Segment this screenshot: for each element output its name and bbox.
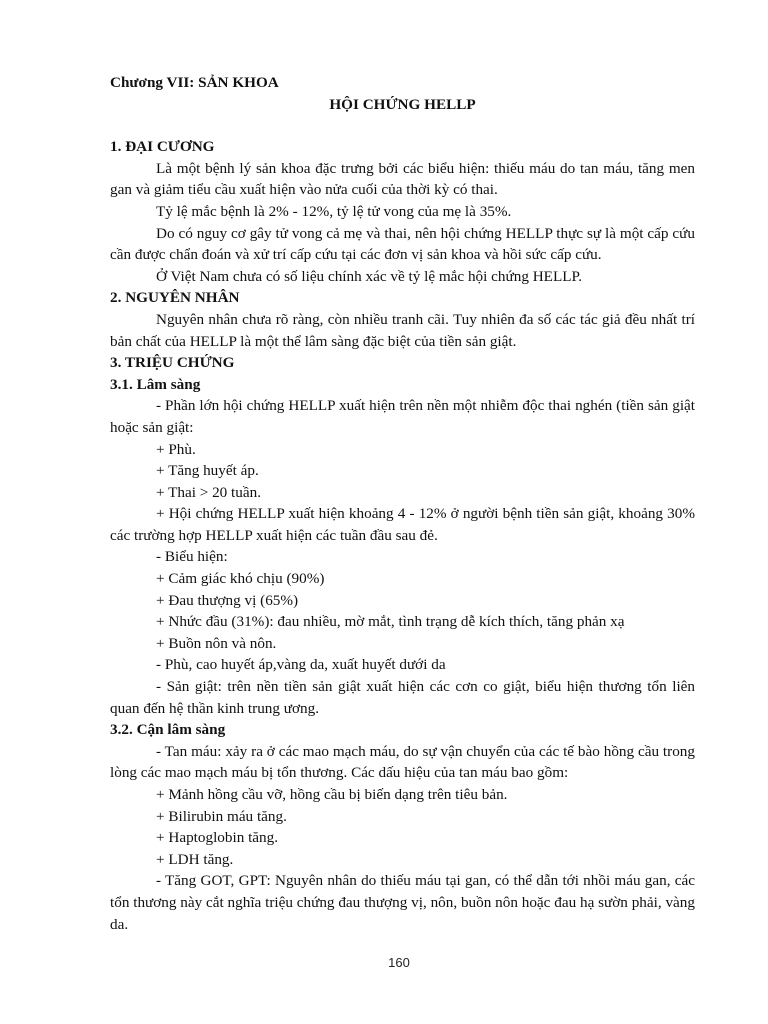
list-item: + Hội chứng HELLP xuất hiện khoảng 4 - 12% ở người bệnh tiền sản giật, khoảng 30% các trường hợp HELLP xuất hiện các tuần đầu sau đẻ.	[110, 505, 695, 544]
list-item: + Thai > 20 tuần.	[156, 483, 262, 501]
list-item: + Phù.	[156, 440, 196, 458]
list-item: + Tăng huyết áp.	[156, 462, 259, 480]
list-item: + Buồn nôn và nôn.	[156, 634, 277, 652]
list-item: - Phù, cao huyết áp,vàng da, xuất huyết dưới da	[156, 656, 446, 674]
list-item: + Nhức đầu (31%): đau nhiều, mờ mắt, tình trạng dễ kích thích, tăng phản xạ	[156, 613, 625, 631]
list-item: - Tan máu: xảy ra ở các mao mạch máu, do sự vận chuyển của các tế bào hồng cầu trong lòng các mao mạch máu bị tổn thương. Các dấu hiệu của tan máu bao gồm:	[110, 742, 695, 782]
list-item: + LDH tăng.	[156, 850, 234, 868]
list-item: - Sản giật: trên nền tiền sản giật xuất hiện các cơn co giật, biểu hiện thương tổn liên quan đến hệ thần kinh trung ương.	[110, 678, 695, 717]
list-item: + Cảm giác khó chịu (90%)	[156, 570, 325, 588]
list-item: + Bilirubin máu tăng.	[156, 807, 287, 825]
list-item: + Haptoglobin tăng.	[156, 829, 279, 847]
paragraph: Ở Việt Nam chưa có số liệu chính xác về tỷ lệ mắc hội chứng HELLP.	[156, 267, 583, 285]
page-number: 160	[388, 955, 410, 970]
paragraph: Tỷ lệ mắc bệnh là 2% - 12%, tỷ lệ tử vong của mẹ là 35%.	[156, 202, 512, 220]
list-item: - Biểu hiện:	[156, 548, 228, 566]
section-heading-trieu-chung: 3. TRIỆU CHỨNG	[110, 354, 235, 372]
document-title: HỘI CHỨNG HELLP	[329, 95, 476, 113]
subsection-heading-can-lam-sang: 3.2. Cận lâm sàng	[110, 721, 226, 739]
paragraph: Nguyên nhân chưa rõ ràng, còn nhiều tranh cãi. Tuy nhiên đa số các tác giả đều nhất trí bản chất của HELLP là một thể lâm sàng đặc biệt của tiền sản giật.	[110, 310, 695, 350]
paragraph: Do có nguy cơ gây tử vong cả mẹ và thai, nên hội chứng HELLP thực sự là một cấp cứu cần được chẩn đoán và xử trí cấp cứu tại các đơn vị sản khoa và hồi sức cấp cứu.	[110, 224, 695, 264]
paragraph: Là một bệnh lý sản khoa đặc trưng bởi các biểu hiện: thiếu máu do tan máu, tăng men gan và giảm tiểu cầu xuất hiện vào nửa cuối của thời kỳ có thai.	[110, 159, 695, 199]
list-item: - Phần lớn hội chứng HELLP xuất hiện trên nền một nhiễm độc thai nghén (tiền sản giật hoặc sản giật:	[110, 397, 695, 436]
list-item: - Tăng GOT, GPT: Nguyên nhân do thiếu máu tại gan, có thể dẫn tới nhồi máu gan, các tổn thương này cắt nghĩa triệu chứng đau thượng vị, nôn, buồn nôn hoặc đau hạ sườn phải, vàng da.	[110, 872, 695, 933]
list-item: + Mảnh hồng cầu vỡ, hồng cầu bị biến dạng trên tiêu bản.	[156, 786, 508, 803]
chapter-heading: Chương VII: SẢN KHOA	[110, 74, 279, 91]
section-heading-nguyen-nhan: 2. NGUYÊN NHÂN	[110, 289, 240, 307]
list-item: + Đau thượng vị (65%)	[156, 591, 299, 609]
document-page	[110, 72, 695, 935]
subsection-heading-lam-sang: 3.1. Lâm sàng	[110, 375, 201, 393]
section-heading-dai-cuong: 1. ĐẠI CƯƠNG	[110, 138, 215, 156]
